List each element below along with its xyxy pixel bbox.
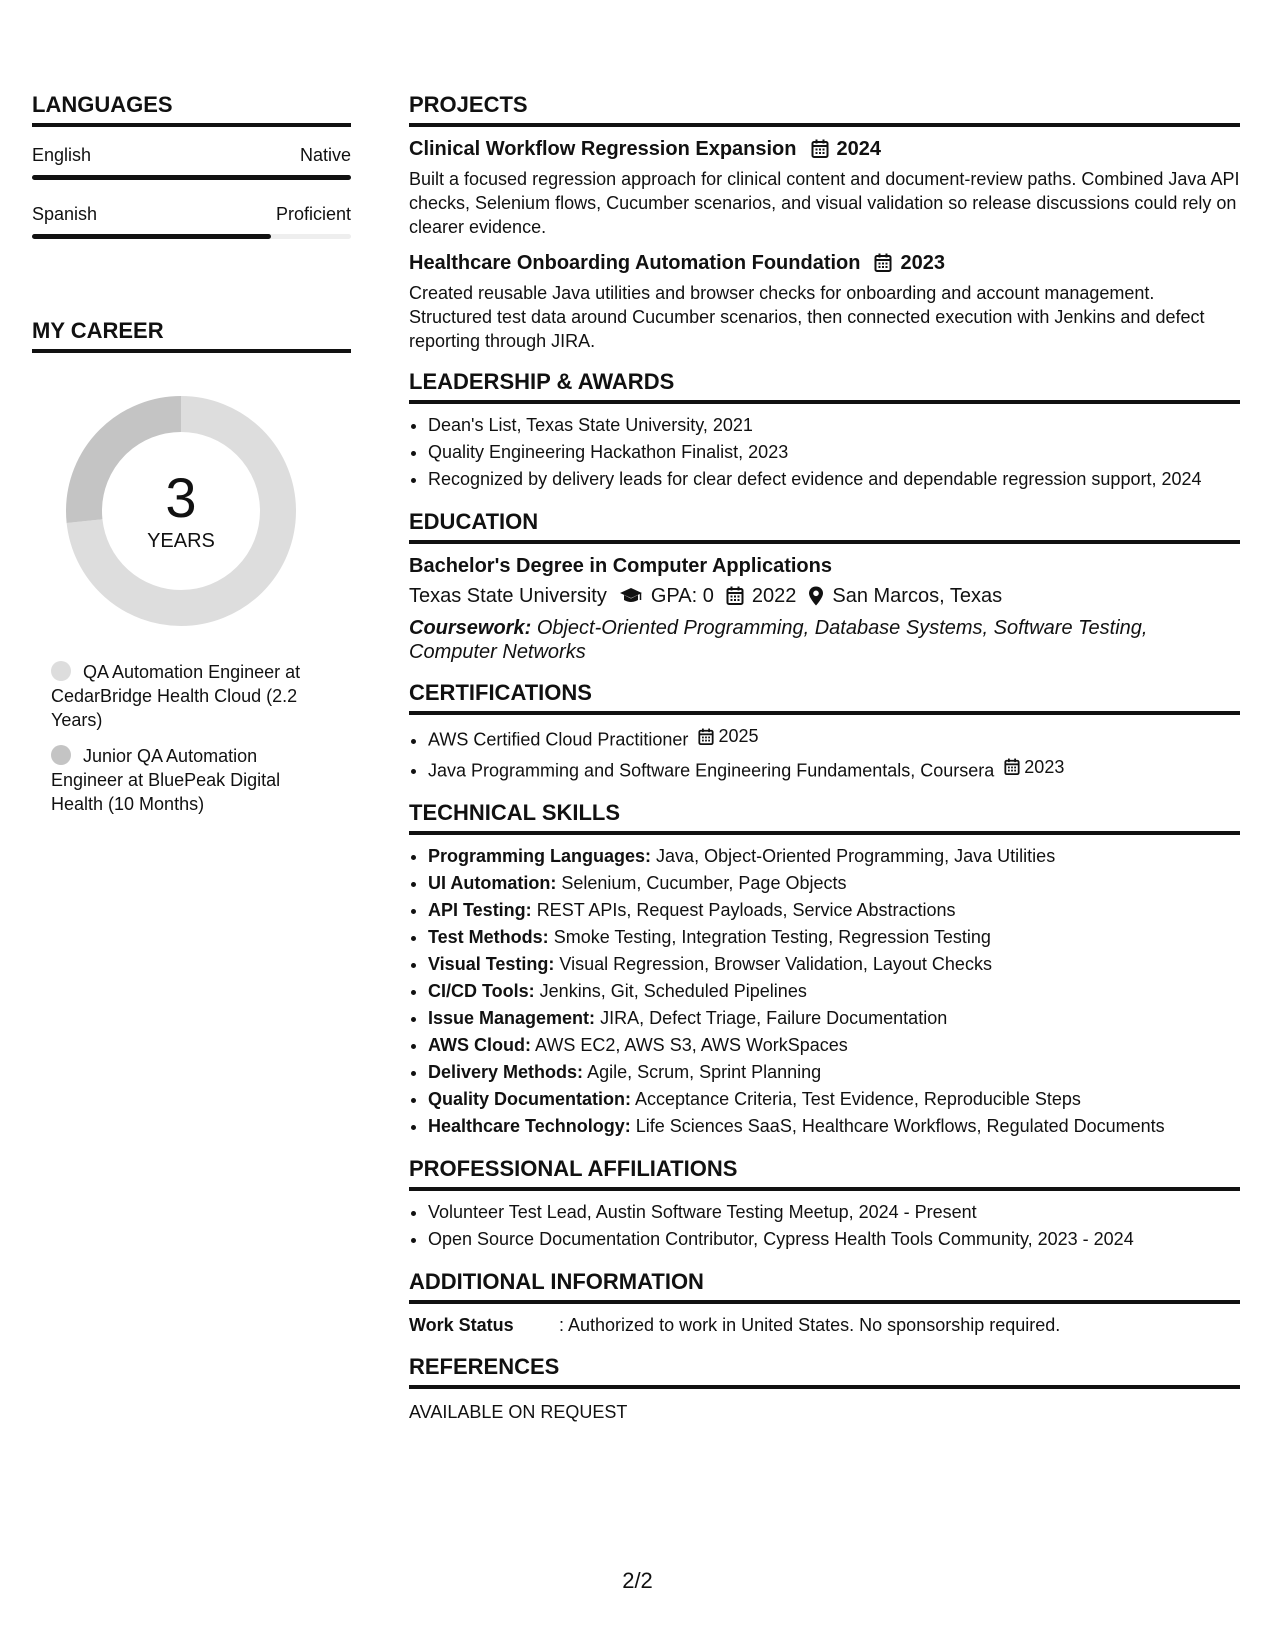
language-bar-fill xyxy=(32,234,271,239)
skill-item xyxy=(428,978,1240,1005)
language-bar-fill xyxy=(32,175,351,180)
legend-dot xyxy=(51,661,71,681)
education-meta xyxy=(409,582,1240,610)
leadership-title: LEADERSHIP & AWARDS xyxy=(409,367,1240,404)
skill-item xyxy=(428,1113,1240,1140)
calendar-icon xyxy=(698,728,714,746)
skill-item xyxy=(428,1086,1240,1113)
skill-item xyxy=(428,1032,1240,1059)
skill-item xyxy=(428,897,1240,924)
list-item: • Recognized by delivery leads for clear defect evidence and dependable regression support, 2024 xyxy=(428,466,1240,493)
career-total-number: 3 xyxy=(165,466,197,529)
skill-label: CI/CD Tools: xyxy=(428,981,535,1001)
project-item xyxy=(409,249,1240,353)
career-title: MY CAREER xyxy=(32,316,351,353)
list-item: • Open Source Documentation Contributor, Cypress Health Tools Community, 2023 - 2024 xyxy=(428,1226,1240,1253)
skills-list xyxy=(409,843,1240,1140)
additional-info-title: ADDITIONAL INFORMATION xyxy=(409,1267,1240,1304)
project-name: Healthcare Onboarding Automation Foundation xyxy=(409,252,861,274)
education-school: Texas State University xyxy=(409,585,607,607)
certifications-list xyxy=(409,723,1240,784)
calendar-icon xyxy=(726,586,744,606)
list-item: • Volunteer Test Lead, Austin Software Testing Meetup, 2024 - Present xyxy=(428,1199,1240,1226)
skill-label: Programming Languages: xyxy=(428,846,652,866)
skill-label: API Testing: xyxy=(428,900,532,920)
skill-item xyxy=(428,1059,1240,1086)
list-item: • Quality Engineering Hackathon Finalist, 2023 xyxy=(428,439,1240,466)
language-level: Native xyxy=(299,145,351,165)
education-degree: Bachelor's Degree in Computer Applications xyxy=(409,555,832,577)
coursework-label: Coursework: xyxy=(409,617,532,639)
skill-value: JIRA, Defect Triage, Failure Documentation xyxy=(600,1008,948,1028)
skill-value: Smoke Testing, Integration Testing, Regression Testing xyxy=(553,927,991,947)
certifications-title: CERTIFICATIONS xyxy=(409,678,1240,715)
skill-label: Healthcare Technology: xyxy=(428,1116,631,1136)
skill-item xyxy=(428,843,1240,870)
map-pin-icon xyxy=(808,586,824,606)
career-total-unit: YEARS xyxy=(147,530,215,552)
certification-year: 2025 xyxy=(718,726,759,746)
project-year: 2024 xyxy=(836,138,881,160)
language-item xyxy=(32,202,351,239)
education-title: EDUCATION xyxy=(409,507,1240,544)
project-year: 2023 xyxy=(900,252,945,274)
certification-name: Java Programming and Software Engineering Fundamentals, Coursera xyxy=(428,760,995,780)
skill-value: Acceptance Criteria, Test Evidence, Reproducible Steps xyxy=(635,1089,1081,1109)
language-item xyxy=(32,143,351,180)
skill-label: Visual Testing: xyxy=(428,954,555,974)
language-name: Spanish xyxy=(32,204,98,224)
skill-item xyxy=(428,870,1240,897)
language-bar xyxy=(32,175,351,180)
education-gpa: GPA: 0 xyxy=(650,585,714,607)
skill-item xyxy=(428,924,1240,951)
project-description: Created reusable Java utilities and browser checks for onboarding and account management. Structured test data around Cucumber scenarios, then connected execution with Jenkins and defect reporting through JIRA. xyxy=(409,283,1205,351)
language-level: Proficient xyxy=(275,204,351,224)
skill-value: AWS EC2, AWS S3, AWS WorkSpaces xyxy=(535,1035,848,1055)
career-legend xyxy=(51,660,321,816)
career-donut-chart xyxy=(66,396,296,626)
additional-info-value: : Authorized to work in United States. No sponsorship required. xyxy=(559,1315,1061,1335)
career-legend-item xyxy=(51,744,321,816)
graduation-cap-icon xyxy=(619,587,643,605)
skill-value: Java, Object-Oriented Programming, Java Utilities xyxy=(656,846,1056,866)
language-name: English xyxy=(32,145,92,165)
education-coursework xyxy=(409,616,1240,664)
skills-title: TECHNICAL SKILLS xyxy=(409,798,1240,835)
project-item xyxy=(409,135,1240,239)
affiliations-list xyxy=(409,1199,1240,1253)
skill-value: Agile, Scrum, Sprint Planning xyxy=(587,1062,822,1082)
skill-label: UI Automation: xyxy=(428,873,557,893)
left-column xyxy=(32,90,351,828)
additional-info-key: Work Status xyxy=(409,1315,514,1335)
list-item: • Dean's List, Texas State University, 2021 xyxy=(428,412,1240,439)
skill-label: Delivery Methods: xyxy=(428,1062,584,1082)
references-title: REFERENCES xyxy=(409,1352,1240,1389)
language-bar xyxy=(32,234,351,239)
projects-title: PROJECTS xyxy=(409,90,1240,127)
education-year: 2022 xyxy=(751,585,797,607)
skill-value: Jenkins, Git, Scheduled Pipelines xyxy=(539,981,807,1001)
calendar-icon xyxy=(811,139,829,159)
skill-label: Test Methods: xyxy=(428,927,549,947)
right-column xyxy=(409,90,1240,1425)
project-description: Built a focused regression approach for clinical content and document-review paths. Combined Java API checks, Selenium flows, Cucumber scenarios, and visual validation so release discussions could rely on clearer evidence. xyxy=(409,169,1240,237)
certification-year: 2023 xyxy=(1024,756,1065,777)
languages-title: LANGUAGES xyxy=(32,90,351,127)
skill-label: AWS Cloud: xyxy=(428,1035,531,1055)
affiliations-title: PROFESSIONAL AFFILIATIONS xyxy=(409,1154,1240,1191)
legend-dot xyxy=(51,745,71,765)
skill-label: Quality Documentation: xyxy=(428,1089,632,1109)
calendar-icon xyxy=(1004,758,1020,776)
career-legend-label: QA Automation Engineer at CedarBridge Health Cloud (2.2 Years) xyxy=(51,662,301,730)
education-location: San Marcos, Texas xyxy=(832,585,1003,607)
page-number: 2/2 xyxy=(622,1568,653,1593)
leadership-list xyxy=(409,412,1240,493)
list-item xyxy=(428,723,1240,754)
skill-value: Selenium, Cucumber, Page Objects xyxy=(561,873,847,893)
skill-value: Life Sciences SaaS, Healthcare Workflows, Regulated Documents xyxy=(635,1116,1165,1136)
references-text: AVAILABLE ON REQUEST xyxy=(409,1402,628,1422)
skill-label: Issue Management: xyxy=(428,1008,596,1028)
skill-value: REST APIs, Request Payloads, Service Abstractions xyxy=(536,900,956,920)
certification-name: AWS Certified Cloud Practitioner xyxy=(428,729,689,750)
career-legend-item xyxy=(51,660,321,732)
skill-item xyxy=(428,1005,1240,1032)
skill-value: Visual Regression, Browser Validation, Layout Checks xyxy=(559,954,992,974)
career-legend-label: Junior QA Automation Engineer at BluePeak Digital Health (10 Months) xyxy=(51,746,281,814)
skill-item xyxy=(428,951,1240,978)
coursework-value: Object-Oriented Programming, Database Systems, Software Testing, Computer Networks xyxy=(409,617,1148,663)
additional-info-row xyxy=(409,1312,1240,1338)
list-item xyxy=(428,754,1240,785)
calendar-icon xyxy=(874,253,892,273)
project-name: Clinical Workflow Regression Expansion xyxy=(409,138,797,160)
